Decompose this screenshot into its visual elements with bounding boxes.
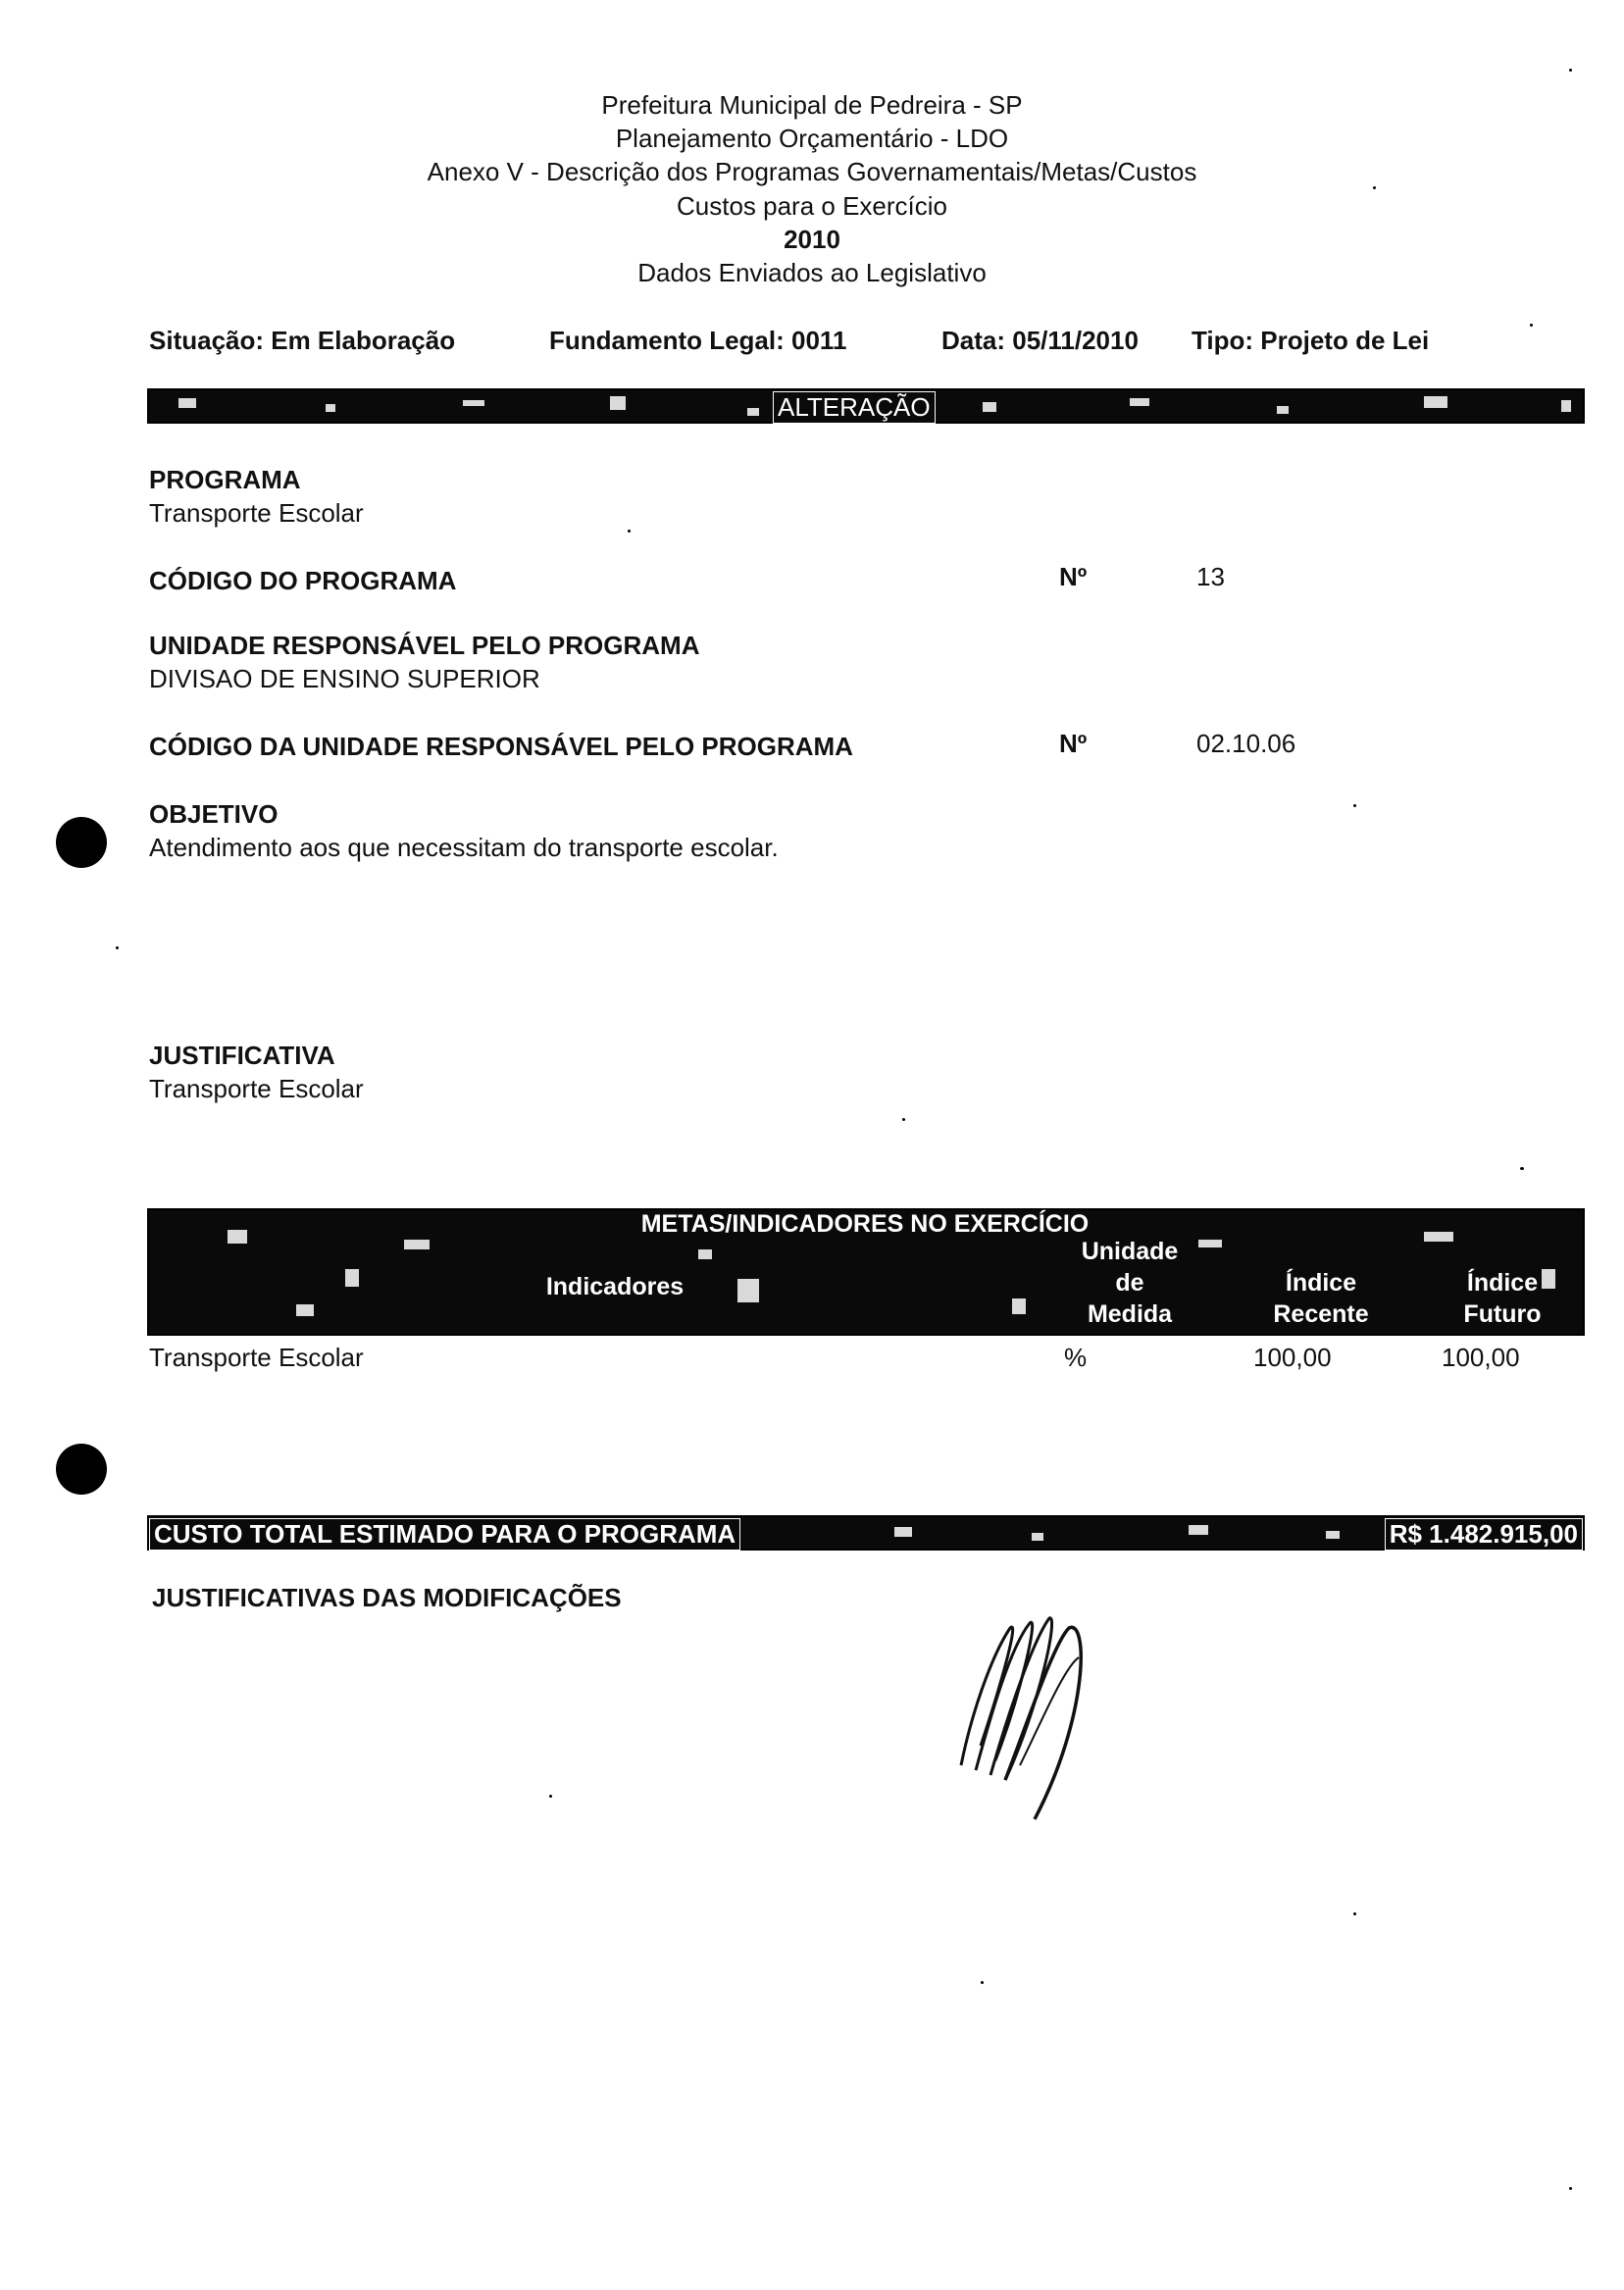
speck [1569,2187,1572,2190]
unidade-value: DIVISAO DE ENSINO SUPERIOR [149,664,540,693]
codigo-unidade-value: 02.10.06 [1196,729,1296,758]
row-indicador: Transporte Escolar [149,1343,364,1372]
punch-hole-top [56,817,107,868]
custo-band [147,1515,1585,1551]
tipo: Tipo: Projeto de Lei [1192,326,1430,355]
alteracao-label: ALTERAÇÃO [773,391,936,424]
header-dados: Dados Enviados ao Legislativo [637,258,987,287]
speck [1353,804,1356,807]
col-unidade-2: de [1115,1269,1144,1297]
header-anexo: Anexo V - Descrição dos Programas Governamentais/Metas/Custos [427,157,1197,186]
header-prefeitura: Prefeitura Municipal de Pedreira - SP [601,90,1023,120]
justificativa-value: Transporte Escolar [149,1074,364,1103]
punch-hole-bottom [56,1444,107,1495]
col-indicadores: Indicadores [545,1273,685,1300]
objetivo-label: OBJETIVO [149,799,279,829]
objetivo-value: Atendimento aos que necessitam do transporte escolar. [149,833,779,862]
programa-value: Transporte Escolar [149,498,364,528]
programa-label: PROGRAMA [149,465,301,494]
header-year: 2010 [784,225,840,254]
signature [941,1599,1138,1844]
col-recente-1: Índice [1285,1269,1357,1297]
situacao: Situação: Em Elaboração [149,326,456,355]
data: Data: 05/11/2010 [941,326,1139,355]
justificativas-mod-label: JUSTIFICATIVAS DAS MODIFICAÇÕES [152,1583,622,1612]
speck [1353,1912,1356,1915]
codigo-unidade-no: Nº [1059,729,1088,758]
speck [1530,324,1533,327]
row-unidade: % [1064,1343,1088,1372]
col-recente-2: Recente [1273,1300,1369,1328]
speck [1569,69,1572,72]
codigo-programa-value: 13 [1196,562,1225,591]
speck [1373,186,1376,189]
col-unidade-3: Medida [1087,1300,1173,1328]
col-unidade-1: Unidade [1081,1238,1179,1265]
header-custos: Custos para o Exercício [676,191,947,221]
codigo-programa-no: Nº [1059,562,1088,591]
metas-header-band [147,1208,1585,1336]
row-futuro: 100,00 [1442,1343,1520,1372]
unidade-label: UNIDADE RESPONSÁVEL PELO PROGRAMA [149,631,700,660]
custo-value: R$ 1.482.915,00 [1385,1518,1583,1551]
metas-title: METAS/INDICADORES NO EXERCÍCIO [640,1210,1090,1238]
speck [116,946,119,949]
speck [1520,1167,1524,1170]
speck [902,1118,905,1121]
fundamento-legal: Fundamento Legal: 0011 [549,326,847,355]
speck [981,1981,984,1984]
header-planejamento: Planejamento Orçamentário - LDO [615,124,1009,153]
speck [549,1795,552,1798]
alteracao-band [147,388,1585,424]
custo-label: CUSTO TOTAL ESTIMADO PARA O PROGRAMA [149,1518,740,1551]
col-futuro-2: Futuro [1463,1300,1542,1328]
justificativa-label: JUSTIFICATIVA [149,1041,335,1070]
row-recente: 100,00 [1253,1343,1332,1372]
codigo-unidade-label: CÓDIGO DA UNIDADE RESPONSÁVEL PELO PROGRAMA [149,732,853,761]
codigo-programa-label: CÓDIGO DO PROGRAMA [149,566,457,595]
col-futuro-1: Índice [1466,1269,1539,1297]
speck [628,530,631,533]
